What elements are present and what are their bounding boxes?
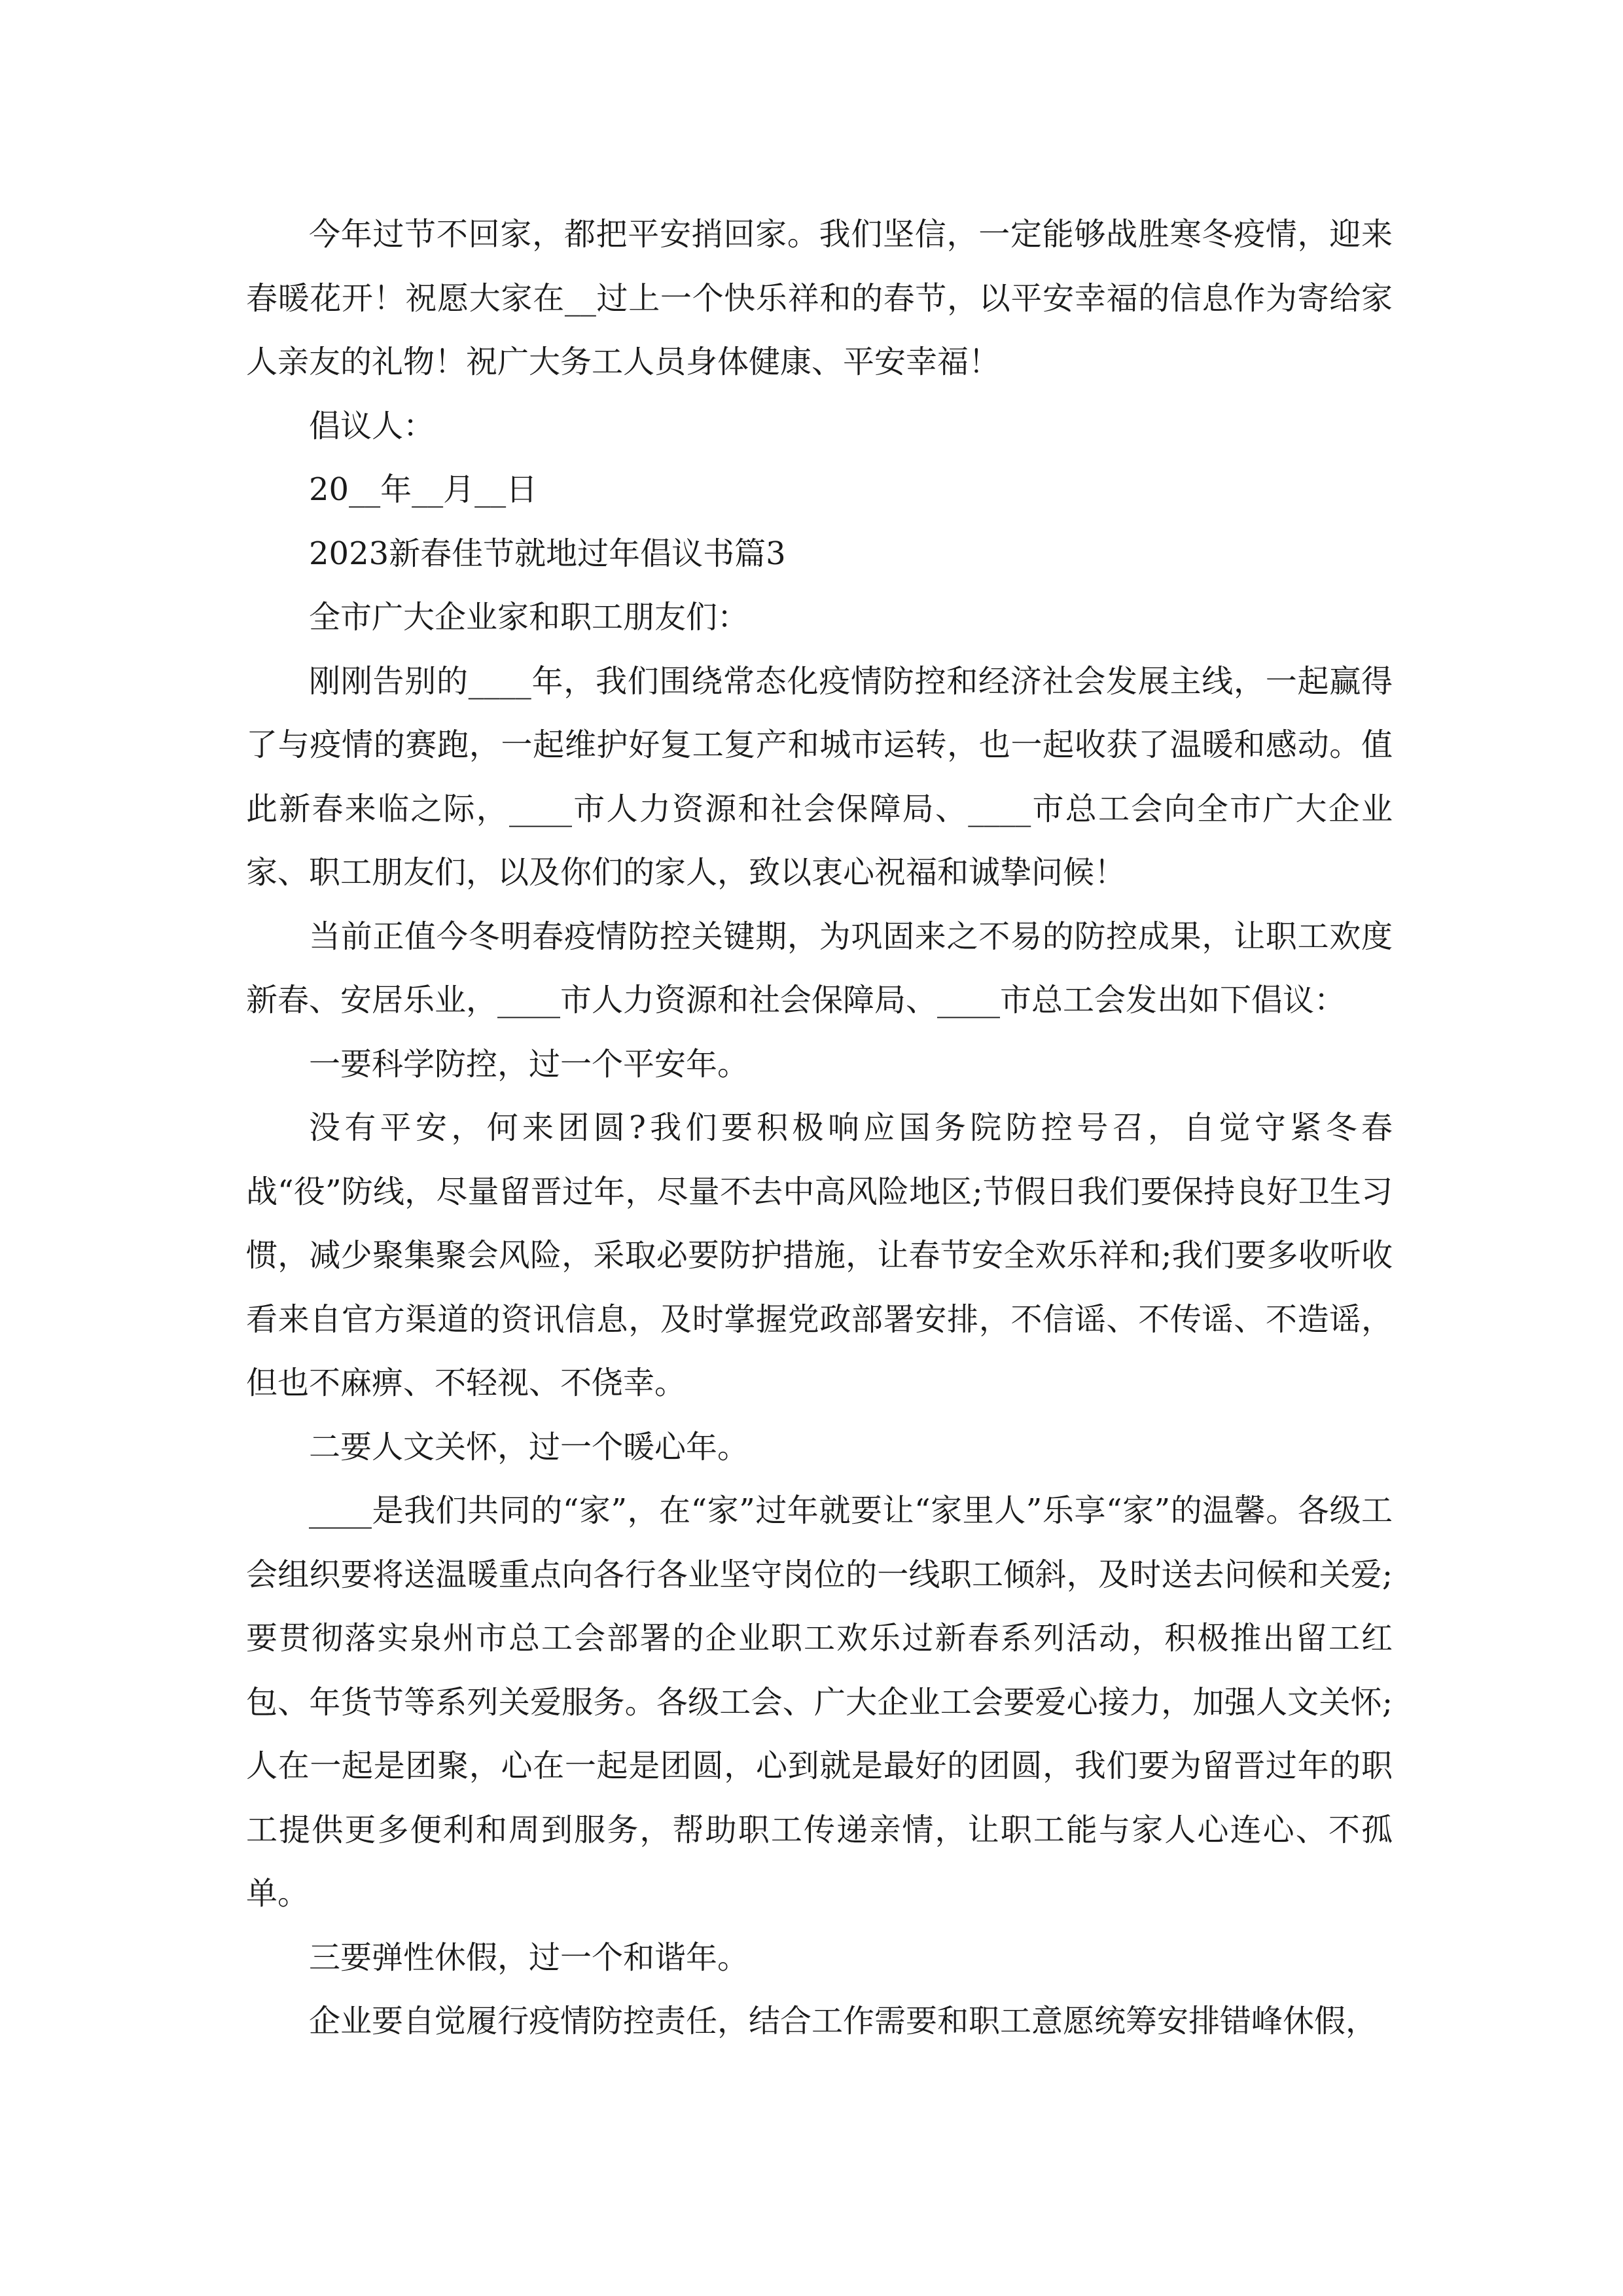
paragraph-salutation: 全市广大企业家和职工朋友们： bbox=[309, 599, 749, 636]
paragraph-initiative-intro: 当前正值今冬明春疫情防控关键期，为巩固来之不易的防控成果，让职工欢度新春、安居乐业，____市人力资源和社会保障局、____市总工会发出如下倡议： bbox=[246, 918, 1393, 1018]
paragraph-date: 20__年__月__日 bbox=[309, 471, 538, 508]
heading-point-two: 二要人文关怀，过一个暖心年。 bbox=[309, 1428, 749, 1465]
paragraph-point-two: ____是我们共同的“家”，在“家”过年就要让“家里人”乐享“家”的温馨。各级工会组织要将送温暖重点向各行各业坚守岗位的一线职工倾斜，及时送去问候和关爱;要贯彻落实泉州市总工会部署的企业职工欢乐过新春系列活动，积极推出留工红包、年货节等系列关爱服务。各级工会、广大企业工会要爱心接力，加强人文关怀;人在一起是团聚，心在一起是团圆，心到就是最好的团圆，我们要为留晋过年的职工提供更多便利和周到服务，帮助职工传递亲情，让职工能与家人心连心、不孤单。 bbox=[246, 1492, 1393, 1912]
heading-point-one: 一要科学防控，过一个平安年。 bbox=[309, 1045, 749, 1083]
paragraph-signatory: 倡议人： bbox=[309, 407, 435, 444]
document-body bbox=[246, 203, 1393, 2054]
paragraph-point-three: 企业要自觉履行疫情防控责任，结合工作需要和职工意愿统筹安排错峰休假， bbox=[309, 2003, 1378, 2039]
paragraph-point-one: 没有平安，何来团圆?我们要积极响应国务院防控号召，自觉守紧冬春战“役”防线，尽量留晋过年，尽量不去中高风险地区;节假日我们要保持良好卫生习惯，减少聚集聚会风险，采取必要防护措施，让春节安全欢乐祥和;我们要多收听收看来自官方渠道的资讯信息，及时掌握党政部署安排，不信谣、不传谣、不造谣，但也不麻痹、不轻视、不侥幸。 bbox=[246, 1109, 1393, 1401]
paragraph-greeting: 刚刚告别的____年，我们围绕常态化疫情防控和经济社会发展主线，一起赢得了与疫情的赛跑，一起维护好复工复产和城市运转，也一起收获了温暖和感动。值此新春来临之际，____市人力资源和社会保障局、____市总工会向全市广大企业家、职工朋友们，以及你们的家人，致以衷心祝福和诚挚问候！ bbox=[246, 662, 1393, 891]
paragraph-closing-wishes: 今年过节不回家，都把平安捎回家。我们坚信，一定能够战胜寒冬疫情，迎来春暖花开！祝愿大家在__过上一个快乐祥和的春节，以平安幸福的信息作为寄给家人亲友的礼物！祝广大务工人员身体健康、平安幸福！ bbox=[246, 216, 1393, 380]
heading-point-three: 三要弹性休假，过一个和谐年。 bbox=[309, 1939, 749, 1976]
section-title: 2023新春佳节就地过年倡议书篇3 bbox=[309, 535, 786, 572]
